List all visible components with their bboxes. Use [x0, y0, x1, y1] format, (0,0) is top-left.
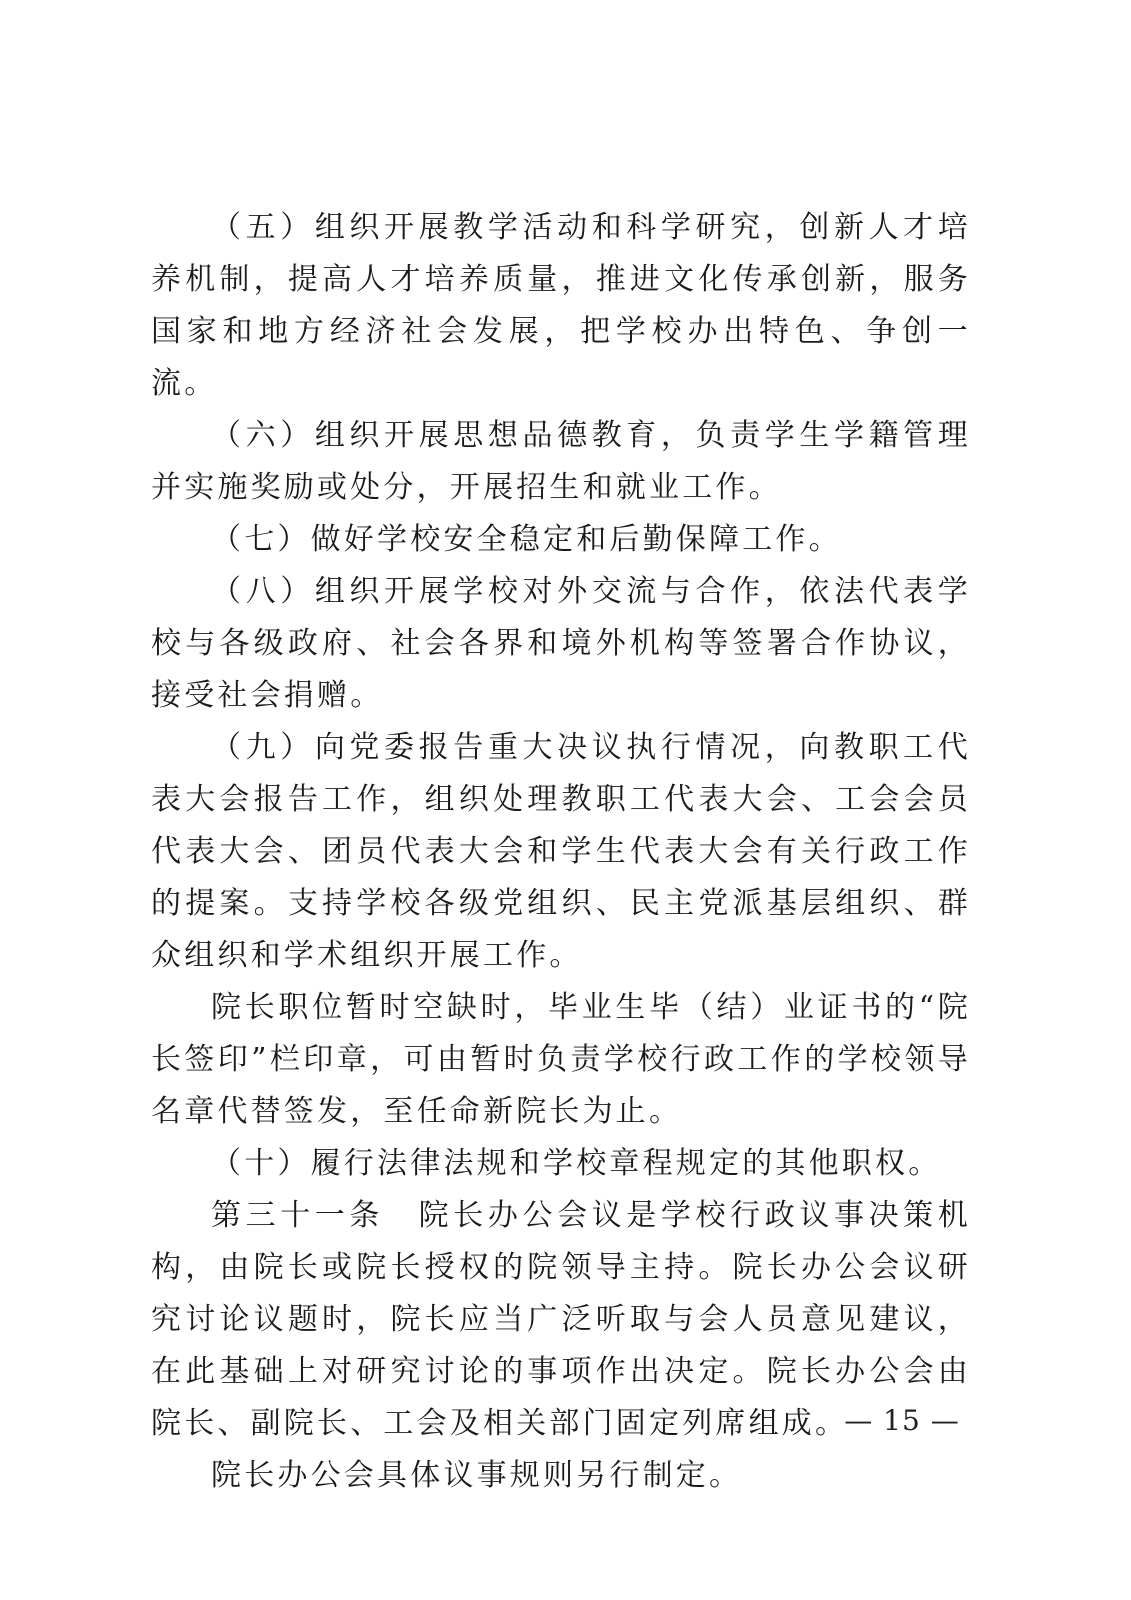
paragraph-item-5: （五）组织开展教学活动和科学研究，创新人才培养机制，提高人才培养质量，推进文化传承创新，服务国家和地方经济社会发展，把学校办出特色、争创一流。 [151, 210, 971, 401]
paragraph-vacancy-note: 院长职位暂时空缺时，毕业生毕（结）业证书的“院长签印”栏印章，可由暂时负责学校行政工作的学校领导名章代替签发，至任命新院长为止。 [151, 990, 971, 1129]
paragraph-article-31: 第三十一条 院长办公会议是学校行政议事决策机构，由院长或院长授权的院领导主持。院长办公会议研究讨论议题时，院长应当广泛听取与会人员意见建议，在此基础上对研究讨论的事项作出决定。院长办公会由院长、副院长、工会及相关部门固定列席组成。 [151, 1198, 971, 1441]
page-number: — 15 — [844, 1404, 960, 1437]
paragraph-item-6: （六）组织开展思想品德教育，负责学生学籍管理并实施奖励或处分，开展招生和就业工作。 [151, 418, 971, 505]
paragraph-item-10: （十）履行法律法规和学校章程规定的其他职权。 [211, 1146, 942, 1181]
paragraph-item-7: （七）做好学校安全稳定和后勤保障工作。 [211, 522, 842, 557]
paragraph-meeting-rules: 院长办公会具体议事规则另行制定。 [211, 1458, 743, 1493]
paragraph-item-9: （九）向党委报告重大决议执行情况，向教职工代表大会报告工作，组织处理教职工代表大会、工会会员代表大会、团员代表大会和学生代表大会有关行政工作的提案。支持学校各级党组织、民主党派基层组织、群众组织和学术组织开展工作。 [151, 730, 971, 973]
paragraph-item-8: （八）组织开展学校对外交流与合作，依法代表学校与各级政府、社会各界和境外机构等签署合作协议，接受社会捐赠。 [151, 574, 971, 713]
document-body [151, 202, 971, 1502]
